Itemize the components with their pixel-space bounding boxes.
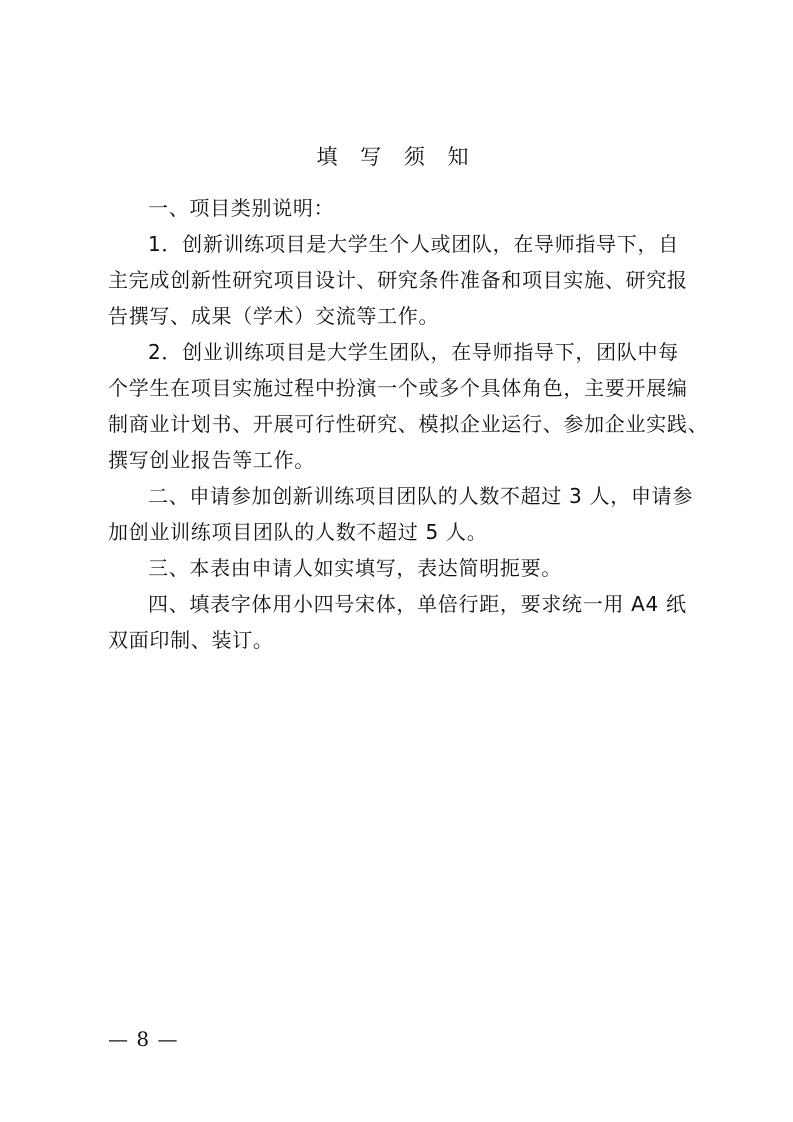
- rule-4-line-1: 四、填表字体用小四号宋体，单倍行距，要求统一用 A4 纸: [148, 592, 687, 616]
- item-2-paragraph: [108, 334, 709, 478]
- rule-4-paragraph: [108, 586, 704, 658]
- item-1-line-3: 告撰写、成果（学术）交流等工作。: [108, 304, 440, 328]
- section-heading-text: 一、项目类别说明：: [148, 196, 335, 220]
- rule-2-line-2: 加创业训练项目团队的人数不超过 5 人。: [108, 520, 488, 544]
- item-1-line-1: 1．创新训练项目是大学生个人或团队，在导师指导下，自: [148, 232, 679, 256]
- item-2-line-3: 制商业计划书、开展可行性研究、模拟企业运行、参加企业实践、: [108, 412, 709, 436]
- rule-2-paragraph: [108, 478, 704, 550]
- item-2-line-4: 撰写创业报告等工作。: [108, 448, 315, 472]
- rule-3-paragraph: [108, 550, 704, 586]
- item-1-line-2: 主完成创新性研究项目设计、研究条件准备和项目实施、研究报: [108, 268, 688, 292]
- rule-3-line-1: 三、本表由申请人如实填写，表达简明扼要。: [148, 556, 562, 580]
- rule-2-line-1: 二、申请参加创新训练项目团队的人数不超过 3 人，申请参: [148, 484, 694, 508]
- page-title: 填 写 须 知: [316, 145, 477, 169]
- item-2-line-2: 个学生在项目实施过程中扮演一个或多个具体角色，主要开展编: [108, 376, 688, 400]
- section-heading: [108, 190, 704, 226]
- item-2-line-1: 2．创业训练项目是大学生团队，在导师指导下，团队中每: [148, 340, 679, 364]
- rule-4-line-2: 双面印制、装订。: [108, 628, 274, 652]
- item-1-paragraph: [108, 226, 704, 334]
- page-number: — 8 —: [108, 1027, 179, 1051]
